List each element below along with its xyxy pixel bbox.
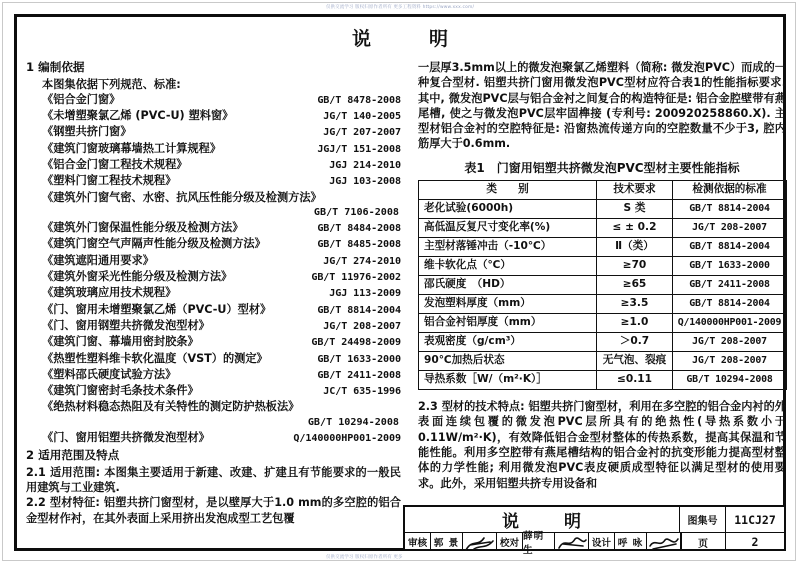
reference-item-name: 《门、窗用未增塑聚氯乙烯（PVC-U）型材》 bbox=[42, 302, 272, 316]
section-2-heading bbox=[26, 448, 401, 464]
reference-item bbox=[26, 302, 401, 318]
reference-item bbox=[26, 383, 401, 399]
reference-item-code: JG/T 274-2010 bbox=[323, 255, 401, 267]
title-block-row-signatures bbox=[405, 531, 784, 556]
signature-name: 呼 咏 bbox=[615, 533, 647, 551]
reference-item bbox=[26, 108, 401, 124]
reference-item bbox=[26, 92, 401, 108]
section-2-title: 适用范围及特点 bbox=[38, 448, 120, 463]
section-2-number: 2 bbox=[26, 448, 35, 463]
table-row bbox=[419, 219, 787, 238]
reference-item-name: 《绝热材料稳态热阻及有关特性的测定防护热板法》 bbox=[42, 400, 300, 414]
reference-item-name: 《门、窗用铝塑共挤微发泡型材》 bbox=[42, 431, 210, 445]
reference-item bbox=[26, 269, 401, 285]
reference-item bbox=[26, 334, 401, 350]
table-header-standard: 检测依据的标准 bbox=[673, 181, 787, 200]
table-cell-standard: GB/T 8814-2004 bbox=[673, 200, 787, 219]
table-cell-requirement: Ⅱ（类） bbox=[597, 238, 673, 257]
section-1-lead: 本图集依据下列规范、标准: bbox=[42, 77, 181, 91]
atlas-number-value: 11CJ27 bbox=[734, 512, 776, 527]
table-cell-standard: JG/T 208-2007 bbox=[673, 219, 787, 238]
reference-item-name: 《建筑外窗采光性能分级及检测方法》 bbox=[42, 270, 233, 284]
table-cell-standard: GB/T 2411-2008 bbox=[673, 276, 787, 295]
section-1-title: 编制依据 bbox=[38, 60, 85, 74]
table-cell-category: 铝合金衬铝厚度（mm） bbox=[419, 314, 597, 333]
reference-item-code: GB/T 10294-2008 bbox=[307, 416, 399, 428]
table-cell-category: 导热系数［W/（m²·K）］ bbox=[419, 371, 597, 390]
table-cell-requirement: ＞0.7 bbox=[597, 333, 673, 352]
reference-item-name: 《铝合金门窗工程技术规程》 bbox=[42, 157, 188, 171]
table-header-row bbox=[419, 181, 787, 200]
reference-item-code: GB/T 8484-2008 bbox=[317, 223, 401, 235]
reference-item-name: 《建筑遮阳通用要求》 bbox=[42, 253, 154, 267]
watermark-bottom: 仅供交流学习 版权归原作者所有 更多 bbox=[326, 555, 403, 560]
reference-item-code: JGJ/T 151-2008 bbox=[317, 143, 401, 155]
table-cell-category: 邵氏硬度 （HD） bbox=[419, 276, 597, 295]
table-cell-requirement: ≥3.5 bbox=[597, 295, 673, 314]
handwritten-signature-icon bbox=[647, 533, 681, 551]
table-cell-requirement: ≥70 bbox=[597, 257, 673, 276]
reference-item-code: JGJ 103-2008 bbox=[329, 176, 401, 188]
title-block bbox=[403, 505, 786, 556]
page-title-left: 说 bbox=[351, 28, 371, 50]
table-row bbox=[419, 276, 787, 295]
table-row bbox=[419, 333, 787, 352]
reference-item-name: 《塑料邵氏硬度试验方法》 bbox=[42, 367, 177, 381]
table-row bbox=[419, 371, 787, 390]
section-1-heading bbox=[26, 60, 401, 76]
table-row bbox=[419, 200, 787, 219]
reference-item-name: 《建筑门窗空气声隔声性能分级及检测方法》 bbox=[42, 237, 266, 251]
reference-item-name: 《门、窗用钢塑共挤微发泡型材》 bbox=[42, 318, 210, 332]
reference-item-name: 《建筑门窗、幕墙用密封胶条》 bbox=[42, 335, 199, 349]
reference-item-code: GB/T 8485-2008 bbox=[317, 239, 401, 251]
section-1-number: 1 bbox=[26, 60, 35, 74]
drawing-name-left: 说 bbox=[502, 512, 520, 532]
signature-role-label: 校对 bbox=[497, 533, 523, 551]
title-block-row-top bbox=[405, 507, 784, 532]
table-row bbox=[419, 314, 787, 333]
reference-item-code: GB/T 8478-2008 bbox=[317, 94, 401, 106]
table-cell-standard: GB/T 1633-2000 bbox=[673, 257, 787, 276]
table-cell-requirement: ≥65 bbox=[597, 276, 673, 295]
right-column bbox=[418, 60, 786, 491]
handwritten-signature-icon bbox=[463, 533, 497, 551]
reference-item-code: GB/T 24498-2009 bbox=[311, 337, 401, 349]
signature-name: 郭 景 bbox=[431, 533, 463, 551]
reference-item-name: 《建筑外门窗气密、水密、抗风压性能分级及检测方法》 bbox=[42, 190, 322, 204]
reference-item-name: 《热塑性塑料维卡软化温度（VST）的测定》 bbox=[42, 351, 268, 365]
reference-item bbox=[26, 173, 401, 189]
table-cell-category: 维卡软化点（℃） bbox=[419, 257, 597, 276]
table-header-requirement: 技术要求 bbox=[597, 181, 673, 200]
reference-item-name: 《建筑外门窗保温性能分级及检测方法》 bbox=[42, 221, 244, 235]
table-row bbox=[419, 257, 787, 276]
reference-item bbox=[26, 430, 401, 446]
table-cell-requirement: 无气泡、裂痕 bbox=[597, 352, 673, 371]
page-value: 2 bbox=[751, 535, 759, 549]
table-cell-category: 发泡塑料厚度（mm） bbox=[419, 295, 597, 314]
table-header-category: 类 别 bbox=[419, 181, 597, 200]
reference-item-name: 《未增塑聚氯乙烯 (PVC-U) 塑料窗》 bbox=[42, 109, 234, 123]
reference-item bbox=[26, 367, 401, 383]
drawing-name-right: 明 bbox=[564, 512, 582, 532]
reference-item-code: GB/T 7106-2008 bbox=[313, 206, 399, 218]
reference-item-code: JC/T 635-1996 bbox=[323, 386, 401, 398]
section-2-2-paragraph: 2.2 型材特征: 铝塑共挤门窗型材，是以壁厚大于1.0 mm的多空腔的铝合金型材作衬，在其外表面上采用挤出发泡成型工艺包覆 bbox=[26, 496, 401, 525]
table-cell-category: 主型材落锤冲击（-10℃） bbox=[419, 238, 597, 257]
reference-item bbox=[26, 220, 401, 236]
reference-item-code: GB/T 2411-2008 bbox=[317, 369, 401, 381]
handwritten-signature-icon bbox=[555, 533, 589, 551]
reference-item-name: 《铝合金门窗》 bbox=[42, 92, 121, 106]
reference-item-code: GB/T 1633-2000 bbox=[317, 353, 401, 365]
table-cell-category: 表观密度（g/cm³） bbox=[419, 333, 597, 352]
table-cell-standard: Q/140000HP001-2009 bbox=[673, 314, 787, 333]
reference-item-code: JG/T 208-2007 bbox=[323, 320, 401, 332]
performance-table bbox=[418, 180, 787, 390]
reference-item-name: 《建筑门窗玻璃幕墙热工计算规程》 bbox=[42, 141, 222, 155]
table-cell-category: 高低温反复尺寸变化率(%) bbox=[419, 219, 597, 238]
reference-item bbox=[26, 253, 401, 269]
table-cell-standard: GB/T 8814-2004 bbox=[673, 295, 787, 314]
table-1-caption: 表1 门窗用铝塑共挤微发泡PVC型材主要性能指标 bbox=[464, 160, 740, 175]
table-row bbox=[419, 238, 787, 257]
watermark-top: 仅供交流学习 版权归原作者所有 更多工程资料 https://www.xxx.com/ bbox=[326, 5, 475, 10]
left-column bbox=[26, 60, 401, 526]
table-cell-requirement: S 类 bbox=[597, 200, 673, 219]
section-2-1-paragraph: 2.1 适用范围: 本图集主要适用于新建、改建、扩建且有节能要求的一般民用建筑与工业建筑. bbox=[26, 465, 401, 495]
table-cell-standard: JG/T 208-2007 bbox=[673, 352, 787, 371]
page-title bbox=[14, 24, 786, 51]
section-2-3-paragraph: 2.3 型材的技术特点: 铝塑共挤门窗型材，利用在多空腔的铝合金内衬的外表面连续包覆的微发泡PVC层所具有的绝热性(导热系数小于0.11W/m²·K)，有效降低铝合金型材整体的传热系数，提高其保温和节能性能。利用多空腔带有燕尾槽结构的铝合金衬的抗变形能力提高型材整体的力学性能; 利用微发泡PVC表皮硬质成型特征以满足型材的使用要求。此外，采用铝塑共挤专用设备和 bbox=[418, 400, 786, 490]
table-cell-standard: GB/T 10294-2008 bbox=[673, 371, 787, 390]
reference-item bbox=[26, 141, 401, 157]
reference-item bbox=[26, 285, 401, 301]
reference-item bbox=[26, 124, 401, 140]
page-label: 页 bbox=[680, 533, 726, 551]
atlas-number-label: 图集号 bbox=[680, 507, 726, 532]
reference-item-code: JG/T 140-2005 bbox=[323, 111, 401, 123]
table-cell-requirement: ≤0.11 bbox=[597, 371, 673, 390]
table-cell-standard: GB/T 8814-2004 bbox=[673, 238, 787, 257]
reference-item-code: GB/T 8814-2004 bbox=[317, 304, 401, 316]
continuation-paragraph: 一层厚3.5mm以上的微发泡聚氯乙烯塑料（简称: 微发泡PVC）而成的一种复合型材. 铝塑共挤门窗用微发泡PVC型材应符合表1的性能指标要求. 其中, 微发泡PVC层与铝合金衬之间复合的构造特征是: 铝合金腔壁带有燕尾槽, 使之与微发泡PVC层牢固榫接 (专利号: 200920258860.X). 主型材铝合金衬的空腔特征是: 沿窗热流传递方向的空腔数量不少于3, 腔内筋厚大于0.6mm. bbox=[418, 61, 786, 151]
table-row bbox=[419, 352, 787, 371]
page-title-right: 明 bbox=[429, 28, 449, 50]
reference-item bbox=[26, 318, 401, 334]
reference-item-code: JG/T 207-2007 bbox=[323, 127, 401, 139]
signature-role-label: 审核 bbox=[405, 533, 431, 551]
reference-item-name: 《塑料门窗工程技术规程》 bbox=[42, 174, 177, 188]
table-cell-category: 90℃加热后状态 bbox=[419, 352, 597, 371]
table-cell-category: 老化试验(6000h) bbox=[419, 200, 597, 219]
reference-item bbox=[26, 157, 401, 173]
reference-item bbox=[26, 236, 401, 252]
signature-name: 薛明生 bbox=[523, 533, 555, 551]
reference-item-code: GB/T 11976-2002 bbox=[311, 272, 401, 284]
reference-item-code: Q/140000HP001-2009 bbox=[293, 433, 401, 445]
table-cell-requirement: ≤ ± 0.2 bbox=[597, 219, 673, 238]
reference-item-name: 《钢塑共挤门窗》 bbox=[42, 125, 132, 139]
standards-reference-list bbox=[26, 92, 401, 447]
reference-item-code: JGJ 214-2010 bbox=[329, 159, 401, 171]
reference-item-code: JGJ 113-2009 bbox=[329, 288, 401, 300]
signature-role-label: 设计 bbox=[589, 533, 615, 551]
reference-item-name: 《建筑门窗密封毛条技术条件》 bbox=[42, 384, 199, 398]
table-cell-requirement: ≥1.0 bbox=[597, 314, 673, 333]
table-cell-standard: JG/T 208-2007 bbox=[673, 333, 787, 352]
reference-item-name: 《建筑玻璃应用技术规程》 bbox=[42, 286, 177, 300]
table-row bbox=[419, 295, 787, 314]
reference-item bbox=[26, 351, 401, 367]
